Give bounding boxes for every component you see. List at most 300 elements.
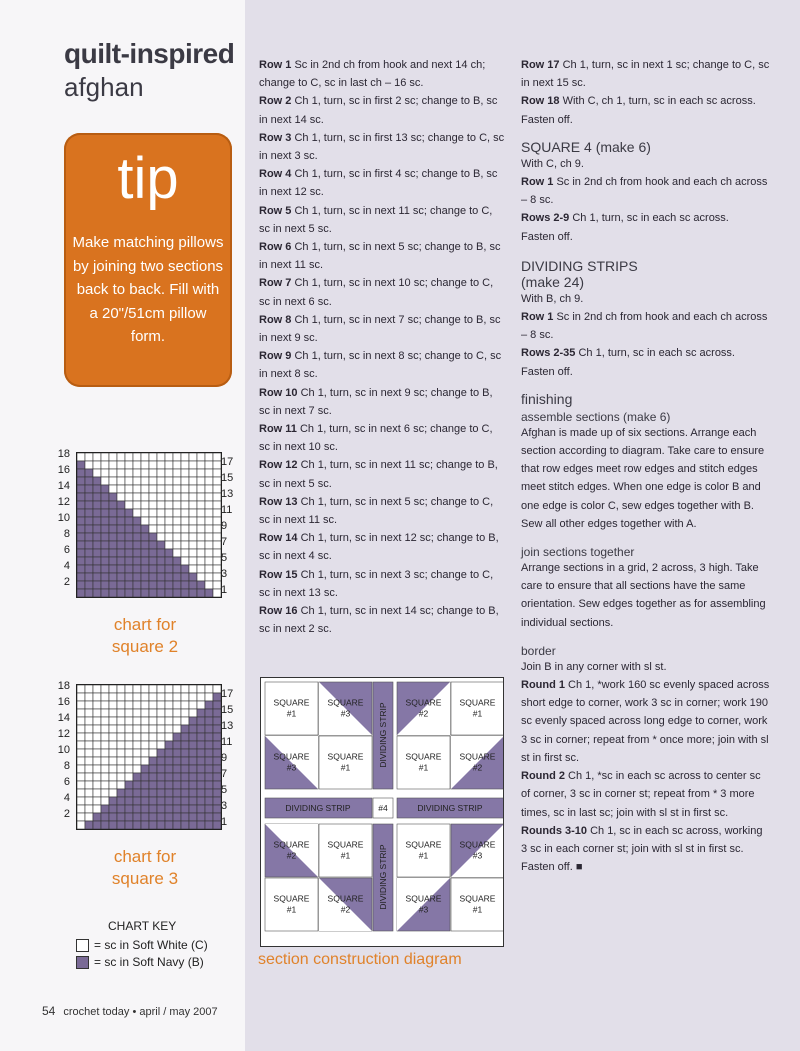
white-stitch — [93, 461, 101, 469]
white-stitch — [157, 693, 165, 701]
square-number: #3 — [418, 904, 429, 915]
white-stitch — [189, 709, 197, 717]
square-4-end: Fasten off. — [521, 230, 573, 243]
white-stitch — [213, 541, 221, 549]
navy-stitch — [197, 757, 205, 765]
row-label: Row 8 — [259, 313, 292, 326]
white-stitch — [109, 453, 117, 461]
navy-stitch — [125, 533, 133, 541]
navy-stitch — [149, 557, 157, 565]
white-stitch — [77, 805, 85, 813]
white-stitch — [141, 725, 149, 733]
white-stitch — [133, 749, 141, 757]
navy-stitch — [157, 765, 165, 773]
white-stitch — [77, 813, 85, 821]
white-stitch — [133, 701, 141, 709]
navy-stitch — [85, 821, 93, 829]
row-number-left: 4 — [63, 792, 70, 804]
square-word: SQUARE — [459, 893, 496, 904]
white-stitch — [117, 741, 125, 749]
white-stitch — [77, 765, 85, 773]
white-stitch — [133, 757, 141, 765]
navy-stitch — [213, 757, 221, 765]
assemble-text: Afghan is made up of six sections. Arrange each section according to diagram. Take care to ensure that row edges meet row edges and stitch edges meet stitch edges. When one edge is color B and one edge is color C, sew edges together with B. Sew all other edges together with A. — [521, 426, 765, 530]
navy-stitch — [149, 541, 157, 549]
tip-box — [64, 133, 232, 387]
navy-stitch — [157, 821, 165, 829]
instruction-row — [521, 767, 771, 822]
white-stitch — [133, 501, 141, 509]
row-number-right: 17 — [221, 456, 234, 468]
square-number: #1 — [286, 708, 297, 719]
white-stitch — [109, 757, 117, 765]
white-stitch — [197, 533, 205, 541]
caption-line: square 2 — [111, 637, 179, 656]
instruction-row — [259, 493, 505, 529]
instruction-row — [259, 202, 505, 238]
navy-stitch — [165, 549, 173, 557]
navy-stitch — [101, 589, 109, 597]
square-number: #2 — [286, 850, 297, 861]
navy-stitch — [205, 813, 213, 821]
navy-stitch — [109, 509, 117, 517]
white-stitch — [149, 749, 157, 757]
square-word: SQUARE — [459, 751, 496, 762]
white-stitch — [101, 797, 109, 805]
white-stitch — [141, 477, 149, 485]
navy-stitch — [141, 773, 149, 781]
white-stitch — [117, 709, 125, 717]
navy-stitch — [133, 789, 141, 797]
navy-stitch — [173, 765, 181, 773]
diagram-caption: section construction diagram — [258, 951, 462, 968]
navy-stitch — [125, 805, 133, 813]
row-text: Ch 1, turn, sc in next 3 sc; change to C, sc in next 13 sc. — [259, 568, 494, 599]
square-word: SQUARE — [405, 751, 442, 762]
navy-stitch — [117, 541, 125, 549]
row-text: Sc in 2nd ch from hook and each ch across – 8 sc. — [521, 176, 768, 207]
white-stitch — [93, 725, 101, 733]
white-stitch — [157, 717, 165, 725]
white-stitch — [149, 725, 157, 733]
navy-stitch — [213, 701, 221, 709]
white-stitch — [173, 477, 181, 485]
navy-stitch — [85, 581, 93, 589]
navy-stitch — [85, 533, 93, 541]
square-word: SQUARE — [459, 839, 496, 850]
row-number-right: 3 — [221, 568, 228, 580]
white-stitch — [109, 461, 117, 469]
navy-stitch — [197, 733, 205, 741]
navy-stitch — [125, 517, 133, 525]
white-stitch — [133, 709, 141, 717]
row-text: Ch 1, turn, sc in next 12 sc; change to B, sc in next 4 sc. — [259, 532, 499, 563]
navy-stitch — [125, 797, 133, 805]
white-stitch — [205, 485, 213, 493]
row-number-right: 1 — [221, 816, 228, 828]
row-number-left: 18 — [57, 680, 70, 692]
white-stitch — [165, 477, 173, 485]
white-stitch — [189, 509, 197, 517]
white-stitch — [165, 469, 173, 477]
instruction-row — [259, 56, 505, 92]
tip-heading: tip — [117, 146, 179, 211]
white-stitch — [157, 709, 165, 717]
white-stitch — [157, 501, 165, 509]
white-stitch — [149, 509, 157, 517]
row-label: Row 10 — [259, 386, 298, 399]
row-text: Ch 1, turn, sc in next 9 sc; change to B, sc in next 7 sc. — [259, 386, 493, 417]
white-stitch — [181, 525, 189, 533]
navy-stitch — [101, 533, 109, 541]
navy-stitch — [165, 765, 173, 773]
white-stitch — [173, 501, 181, 509]
navy-stitch — [141, 813, 149, 821]
white-stitch — [85, 741, 93, 749]
navy-stitch — [117, 517, 125, 525]
navy-stitch — [141, 549, 149, 557]
white-stitch — [157, 493, 165, 501]
white-swatch — [76, 939, 89, 952]
row-text: Ch 1, turn, sc in first 4 sc; change to B, sc in next 12 sc. — [259, 168, 498, 199]
navy-stitch — [157, 565, 165, 573]
navy-stitch — [125, 549, 133, 557]
white-stitch — [109, 701, 117, 709]
white-stitch — [93, 749, 101, 757]
row-text: Ch 1, turn, sc in each sc across. — [569, 212, 729, 225]
white-stitch — [165, 517, 173, 525]
row-text: Ch 1, turn, sc in first 13 sc; change to C, sc in next 3 sc. — [259, 131, 505, 163]
navy-stitch — [101, 581, 109, 589]
navy-stitch — [77, 557, 85, 565]
navy-stitch — [197, 581, 205, 589]
square-4-rows — [521, 173, 771, 228]
navy-stitch — [125, 813, 133, 821]
navy-stitch — [85, 509, 93, 517]
white-stitch — [93, 453, 101, 461]
white-stitch — [77, 797, 85, 805]
finishing-heading: finishing — [521, 390, 573, 407]
instruction-row — [259, 602, 505, 638]
navy-stitch — [117, 797, 125, 805]
white-stitch — [165, 453, 173, 461]
row-number-left: 6 — [63, 544, 70, 556]
caption-line: square 3 — [111, 869, 179, 888]
instruction-row — [259, 529, 505, 565]
square-word: SQUARE — [327, 893, 364, 904]
white-stitch — [85, 733, 93, 741]
white-stitch — [141, 749, 149, 757]
white-stitch — [205, 685, 213, 693]
white-stitch — [93, 685, 101, 693]
navy-stitch — [157, 557, 165, 565]
navy-stitch — [173, 797, 181, 805]
row-number-right: 7 — [221, 768, 228, 780]
navy-stitch — [149, 789, 157, 797]
row-number-right: 11 — [221, 736, 233, 748]
navy-stitch — [141, 765, 149, 773]
white-stitch — [125, 717, 133, 725]
square-word: SQUARE — [327, 751, 364, 762]
instructions-column-2 — [521, 56, 771, 876]
row-text: Ch 1, turn, sc in first 2 sc; change to B, sc in next 14 sc. — [259, 95, 498, 126]
navy-stitch — [117, 509, 125, 517]
navy-stitch — [109, 549, 117, 557]
white-stitch — [173, 725, 181, 733]
navy-stitch — [189, 589, 197, 597]
navy-stitch — [181, 765, 189, 773]
navy-stitch — [205, 717, 213, 725]
white-stitch — [181, 509, 189, 517]
navy-stitch — [133, 797, 141, 805]
white-stitch — [141, 741, 149, 749]
row-number-left: 10 — [57, 512, 70, 524]
navy-stitch — [125, 781, 133, 789]
white-stitch — [101, 477, 109, 485]
navy-stitch — [125, 557, 133, 565]
strip-label: DIVIDING STRIP — [378, 702, 388, 768]
navy-stitch — [77, 589, 85, 597]
white-stitch — [189, 533, 197, 541]
white-stitch — [141, 685, 149, 693]
navy-stitch — [133, 805, 141, 813]
navy-stitch — [149, 757, 157, 765]
white-stitch — [133, 741, 141, 749]
instruction-row — [521, 344, 771, 362]
navy-stitch — [93, 541, 101, 549]
navy-stitch — [93, 493, 101, 501]
white-stitch — [149, 517, 157, 525]
row-label: Row 1 — [521, 176, 554, 189]
navy-stitch — [117, 581, 125, 589]
white-stitch — [213, 509, 221, 517]
square-word: SQUARE — [273, 893, 310, 904]
white-stitch — [101, 469, 109, 477]
navy-stitch — [181, 805, 189, 813]
white-stitch — [213, 573, 221, 581]
navy-stitch — [125, 573, 133, 581]
navy-stitch — [165, 741, 173, 749]
white-stitch — [205, 549, 213, 557]
navy-stitch — [213, 789, 221, 797]
white-stitch — [117, 469, 125, 477]
white-stitch — [85, 725, 93, 733]
white-stitch — [93, 709, 101, 717]
white-stitch — [181, 533, 189, 541]
navy-stitch — [133, 781, 141, 789]
navy-stitch — [197, 813, 205, 821]
white-stitch — [197, 525, 205, 533]
navy-stitch — [141, 789, 149, 797]
square-word: SQUARE — [405, 839, 442, 850]
navy-stitch — [117, 813, 125, 821]
navy-stitch — [133, 557, 141, 565]
row-number-right: 5 — [221, 552, 228, 564]
navy-stitch — [149, 533, 157, 541]
navy-stitch — [109, 565, 117, 573]
square-word: SQUARE — [459, 697, 496, 708]
square-number: #2 — [418, 708, 429, 719]
row-number-left: 16 — [57, 464, 70, 476]
instruction-row — [521, 56, 771, 92]
white-stitch — [101, 757, 109, 765]
white-stitch — [189, 485, 197, 493]
white-stitch — [101, 781, 109, 789]
white-stitch — [205, 461, 213, 469]
navy-stitch — [197, 589, 205, 597]
square-number: #3 — [472, 850, 483, 861]
white-stitch — [125, 477, 133, 485]
navy-stitch — [93, 509, 101, 517]
white-stitch — [125, 741, 133, 749]
navy-stitch — [109, 573, 117, 581]
white-stitch — [141, 701, 149, 709]
navy-stitch — [141, 589, 149, 597]
navy-stitch — [205, 805, 213, 813]
strips-end: Fasten off. — [521, 365, 573, 378]
white-stitch — [189, 517, 197, 525]
navy-stitch — [141, 573, 149, 581]
white-stitch — [197, 541, 205, 549]
navy-stitch — [125, 581, 133, 589]
navy-stitch — [77, 581, 85, 589]
white-stitch — [205, 525, 213, 533]
navy-stitch — [77, 565, 85, 573]
navy-stitch — [77, 533, 85, 541]
white-stitch — [85, 789, 93, 797]
row-text: Ch 1, *sc in each sc across to center sc of corner, 3 sc in corner st; repeat from * 3 more times, sc in last sc; join with sl st in first sc. — [521, 770, 761, 819]
white-stitch — [149, 493, 157, 501]
navy-stitch — [101, 541, 109, 549]
white-stitch — [93, 469, 101, 477]
white-stitch — [181, 501, 189, 509]
navy-stitch — [101, 525, 109, 533]
white-stitch — [85, 781, 93, 789]
square-word: SQUARE — [327, 697, 364, 708]
white-stitch — [141, 469, 149, 477]
white-stitch — [181, 477, 189, 485]
navy-stitch — [213, 765, 221, 773]
white-stitch — [205, 581, 213, 589]
navy-stitch — [85, 493, 93, 501]
navy-stitch — [109, 533, 117, 541]
white-stitch — [165, 485, 173, 493]
white-stitch — [101, 693, 109, 701]
navy-stitch — [85, 549, 93, 557]
white-stitch — [93, 789, 101, 797]
navy-stitch — [133, 533, 141, 541]
white-stitch — [173, 685, 181, 693]
navy-stitch — [93, 477, 101, 485]
navy-stitch — [205, 725, 213, 733]
white-stitch — [213, 469, 221, 477]
white-stitch — [101, 725, 109, 733]
white-stitch — [101, 789, 109, 797]
white-stitch — [165, 509, 173, 517]
white-stitch — [77, 685, 85, 693]
navy-stitch — [117, 565, 125, 573]
white-stitch — [165, 493, 173, 501]
strip-label: DIVIDING STRIP — [378, 844, 388, 910]
white-stitch — [213, 477, 221, 485]
center-label: #4 — [378, 803, 388, 813]
page-footer — [42, 1004, 218, 1018]
navy-stitch — [109, 541, 117, 549]
white-stitch — [189, 525, 197, 533]
chart-square-3-caption — [90, 846, 200, 890]
instruction-row — [521, 92, 771, 128]
navy-stitch — [181, 741, 189, 749]
white-stitch — [157, 741, 165, 749]
white-stitch — [213, 533, 221, 541]
white-stitch — [93, 701, 101, 709]
navy-stitch — [109, 525, 117, 533]
navy-stitch — [165, 805, 173, 813]
navy-stitch — [109, 813, 117, 821]
navy-stitch — [85, 517, 93, 525]
navy-stitch — [133, 581, 141, 589]
row-label: Rows 2-9 — [521, 212, 570, 225]
white-stitch — [157, 517, 165, 525]
white-stitch — [77, 821, 85, 829]
white-stitch — [149, 693, 157, 701]
square-number: #1 — [340, 850, 351, 861]
white-stitch — [189, 557, 197, 565]
white-stitch — [213, 461, 221, 469]
navy-stitch — [181, 565, 189, 573]
white-stitch — [85, 709, 93, 717]
white-stitch — [181, 469, 189, 477]
navy-stitch — [85, 565, 93, 573]
row-number-left: 14 — [57, 480, 70, 492]
square-word: SQUARE — [405, 697, 442, 708]
white-stitch — [181, 693, 189, 701]
navy-stitch — [109, 493, 117, 501]
navy-stitch — [205, 797, 213, 805]
row-label: Row 5 — [259, 204, 292, 217]
strip-label: DIVIDING STRIP — [285, 803, 351, 813]
navy-stitch — [93, 813, 101, 821]
white-stitch — [197, 685, 205, 693]
navy-stitch — [189, 741, 197, 749]
navy-stitch — [141, 581, 149, 589]
white-stitch — [197, 701, 205, 709]
white-stitch — [109, 733, 117, 741]
navy-stitch — [109, 589, 117, 597]
chart-square-3 — [76, 684, 222, 830]
square-word: SQUARE — [273, 697, 310, 708]
navy-stitch — [189, 757, 197, 765]
navy-stitch — [197, 725, 205, 733]
navy-stitch — [165, 581, 173, 589]
white-stitch — [125, 501, 133, 509]
assemble-heading: assemble sections (make 6) — [521, 409, 671, 424]
navy-stitch — [173, 813, 181, 821]
white-stitch — [173, 469, 181, 477]
row-number-right: 17 — [221, 688, 234, 700]
white-stitch — [205, 501, 213, 509]
chart-key-label: = sc in Soft Navy (B) — [94, 955, 204, 969]
navy-stitch — [173, 573, 181, 581]
navy-stitch — [93, 821, 101, 829]
navy-stitch — [117, 557, 125, 565]
navy-stitch — [101, 517, 109, 525]
white-stitch — [189, 493, 197, 501]
white-stitch — [133, 461, 141, 469]
white-stitch — [133, 493, 141, 501]
white-stitch — [181, 461, 189, 469]
navy-stitch — [165, 781, 173, 789]
